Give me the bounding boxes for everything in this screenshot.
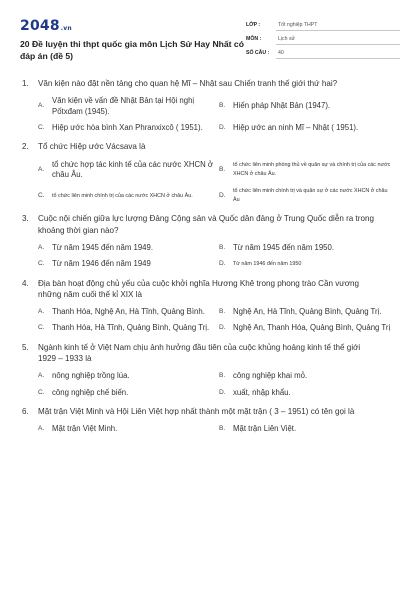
question-number: 2. — [22, 142, 29, 152]
question-number: 4. — [22, 278, 29, 288]
meta-class-value: Tốt nghiệp THPT — [276, 20, 400, 31]
question-1 — [22, 78, 378, 133]
question-2 — [22, 141, 391, 205]
option-c[interactable]: C. công nghiệp chế biến. — [38, 387, 129, 397]
option-b[interactable]: B. tổ chức liên minh phòng thủ về quân sự và chính trị của các nước XHCN ở châu Âu. — [219, 162, 391, 178]
option-c[interactable]: C. Từ năm 1946 đến năm 1949 — [38, 259, 151, 269]
question-4 — [22, 278, 391, 334]
question-text: Văn kiện nào đặt nền tảng cho quan hệ Mĩ – Nhật sau Chiến tranh thế giới thứ hai? — [38, 79, 338, 88]
option-d[interactable]: D. xuất, nhập khẩu. — [219, 387, 291, 397]
question-number: 5. — [22, 342, 29, 352]
exam-meta — [246, 18, 400, 60]
option-b[interactable]: B. Hiến pháp Nhật Bản (1947). — [219, 101, 331, 111]
question-text: Tổ chức Hiệp ước Vácsava là — [38, 142, 146, 152]
option-c[interactable]: C. tổ chức liên minh chính trị của các nước XHCN ở châu Âu. — [38, 192, 193, 200]
option-b[interactable]: B. Mặt trận Liên Việt. — [219, 424, 297, 434]
option-d[interactable]: D. Hiệp ước an ninh Mĩ – Nhật ( 1951). — [219, 123, 359, 133]
option-b[interactable]: B. Nghệ An, Hà Tĩnh, Quảng Bình, Quảng Trị. — [219, 307, 382, 317]
question-3 — [22, 213, 378, 269]
question-text: Ngành kinh tế ở Việt Nam chịu ảnh hưởng đầu tiên của cuộc khủng hoảng kinh tế thế giới 1929 – 1933 là — [38, 342, 361, 364]
option-b[interactable]: B. Từ năm 1945 đến năm 1950. — [219, 242, 335, 252]
option-a[interactable]: A. Thanh Hóa, Nghệ An, Hà Tĩnh, Quảng Bình. — [38, 307, 205, 317]
option-d[interactable]: D. Nghệ An, Thanh Hóa, Quảng Bình, Quảng Trị — [219, 323, 391, 333]
header — [20, 14, 386, 72]
option-a[interactable]: A. tổ chức hợp tác kinh tế của các nước XHCN ở châu Âu. — [38, 159, 213, 180]
option-d[interactable]: D. tổ chức liên minh chính trị và quân sự ở các nước XHCN ở châu Âu — [219, 188, 388, 204]
option-c[interactable]: C. Hiệp ước hòa bình Xan Phranxixcô ( 1951). — [38, 123, 203, 133]
option-d[interactable]: D. Từ năm 1946 đến năm 1950 — [219, 260, 302, 268]
option-b[interactable]: B. công nghiệp khai mỏ. — [219, 371, 308, 381]
option-c[interactable]: C. Thanh Hóa, Hà Tĩnh, Quảng Bình, Quảng Trị. — [38, 323, 210, 333]
option-a[interactable]: A. Từ năm 1945 đến năm 1949. — [38, 242, 154, 252]
meta-count-row: SỐ CÂU : 40 — [246, 46, 400, 60]
meta-class-row: LỚP : Tốt nghiệp THPT — [246, 18, 400, 32]
page-title: 20 Đề luyện thi thpt quốc gia môn Lịch Sử Hay Nhất có đáp án (đề 5) — [20, 39, 244, 61]
option-a[interactable]: A. Văn kiện về vấn đề Nhật Bản tại Hội nghị Pốtxđam (1945). — [38, 96, 195, 116]
meta-count-value: 40 — [276, 48, 400, 59]
question-text: Địa bàn hoạt động chủ yếu của cuộc khởi nghĩa Hương Khê trong phong trào Cần vương những năm cuối thế kỉ XIX là — [38, 278, 360, 299]
question-list — [22, 78, 391, 443]
question-number: 3. — [22, 214, 29, 224]
meta-subject-value: Lịch sử — [276, 34, 400, 45]
question-text: Mặt trận Việt Minh và Hội Liên Việt hợp nhất thành một mặt trận ( 3 – 1951) có tên gọi là — [38, 407, 355, 417]
option-a[interactable]: A. nông nghiệp trồng lúa. — [38, 371, 130, 381]
site-logo[interactable]: 2048.vn — [20, 18, 72, 34]
question-5 — [22, 342, 378, 398]
option-a[interactable]: A. Mặt trận Việt Minh. — [38, 424, 118, 434]
question-text: Cuộc nội chiến giữa lực lượng Đảng Cộng sản và Quốc dân đảng ở Trung Quốc diễn ra trong khoảng thời gian nào? — [38, 214, 374, 235]
question-6 — [22, 406, 378, 435]
meta-subject-row: MÔN : Lịch sử — [246, 32, 400, 46]
question-number: 1. — [22, 79, 29, 88]
question-number: 6. — [22, 407, 29, 417]
